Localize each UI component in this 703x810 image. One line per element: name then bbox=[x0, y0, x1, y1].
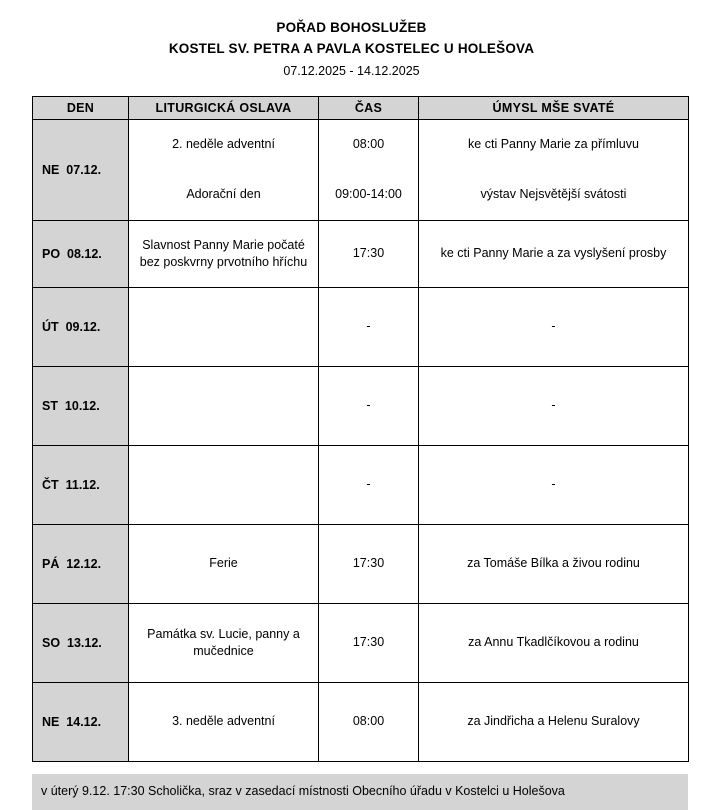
cell-time: - bbox=[319, 287, 419, 366]
cell-intention: ke cti Panny Marie za přímluvu bbox=[419, 119, 689, 170]
cell-intention: - bbox=[419, 366, 689, 445]
cell-liturgy: Slavnost Panny Marie počaté bez poskvrny prvotního hříchu bbox=[129, 220, 319, 287]
parish-name: KOSTEL SV. PETRA A PAVLA KOSTELEC U HOLEŠOVA bbox=[168, 41, 535, 57]
cell-time: - bbox=[319, 366, 419, 445]
cell-day: PO 08.12. bbox=[33, 220, 129, 287]
cell-liturgy: 3. neděle adventní bbox=[129, 682, 319, 761]
table-row bbox=[33, 287, 689, 366]
table-row bbox=[33, 366, 689, 445]
cell-time: 17:30 bbox=[319, 220, 419, 287]
cell-intention: za Jindřicha a Helenu Suralovy bbox=[419, 682, 689, 761]
cell-intention: výstav Nejsvětější svátosti bbox=[419, 170, 689, 221]
cell-intention: za Annu Tkadlčíkovou a rodinu bbox=[419, 603, 689, 682]
cell-time: 09:00-14:00 bbox=[319, 170, 419, 221]
cell-liturgy bbox=[129, 287, 319, 366]
cell-time: 17:30 bbox=[319, 603, 419, 682]
cell-time: 08:00 bbox=[319, 119, 419, 170]
column-header-time: ČAS bbox=[319, 96, 419, 119]
footer-note: v úterý 9.12. 17:30 Scholička, sraz v zasedací místnosti Obecního úřadu v Kostelci u Holešova bbox=[32, 774, 688, 810]
column-header-day: DEN bbox=[33, 96, 129, 119]
cell-liturgy bbox=[129, 366, 319, 445]
table-row bbox=[33, 170, 689, 221]
document-header bbox=[22, 18, 681, 84]
cell-day: NE 07.12. bbox=[33, 119, 129, 220]
cell-day: ČT 11.12. bbox=[33, 445, 129, 524]
cell-time: 17:30 bbox=[319, 524, 419, 603]
cell-liturgy: 2. neděle adventní bbox=[129, 119, 319, 170]
table-row bbox=[33, 220, 689, 287]
table-row bbox=[33, 682, 689, 761]
table-row bbox=[33, 524, 689, 603]
cell-day: ST 10.12. bbox=[33, 366, 129, 445]
column-header-liturgy: LITURGICKÁ OSLAVA bbox=[129, 96, 319, 119]
cell-day: SO 13.12. bbox=[33, 603, 129, 682]
table-row bbox=[33, 603, 689, 682]
date-range: 07.12.2025 - 14.12.2025 bbox=[283, 63, 420, 78]
cell-intention: - bbox=[419, 445, 689, 524]
cell-time: - bbox=[319, 445, 419, 524]
cell-day: ÚT 09.12. bbox=[33, 287, 129, 366]
cell-liturgy: Ferie bbox=[129, 524, 319, 603]
column-header-intention: ÚMYSL MŠE SVATÉ bbox=[419, 96, 689, 119]
cell-intention: za Tomáše Bílka a živou rodinu bbox=[419, 524, 689, 603]
cell-liturgy: Památka sv. Lucie, panny a mučednice bbox=[129, 603, 319, 682]
cell-intention: ke cti Panny Marie a za vyslyšení prosby bbox=[419, 220, 689, 287]
cell-liturgy: Adorační den bbox=[129, 170, 319, 221]
cell-time: 08:00 bbox=[319, 682, 419, 761]
cell-day: PÁ 12.12. bbox=[33, 524, 129, 603]
table-row bbox=[33, 445, 689, 524]
table-header-row bbox=[33, 96, 689, 119]
page-title: POŘAD BOHOSLUŽEB bbox=[276, 20, 427, 35]
schedule-table bbox=[32, 96, 689, 762]
cell-day: NE 14.12. bbox=[33, 682, 129, 761]
table-row bbox=[33, 119, 689, 170]
cell-intention: - bbox=[419, 287, 689, 366]
cell-liturgy bbox=[129, 445, 319, 524]
